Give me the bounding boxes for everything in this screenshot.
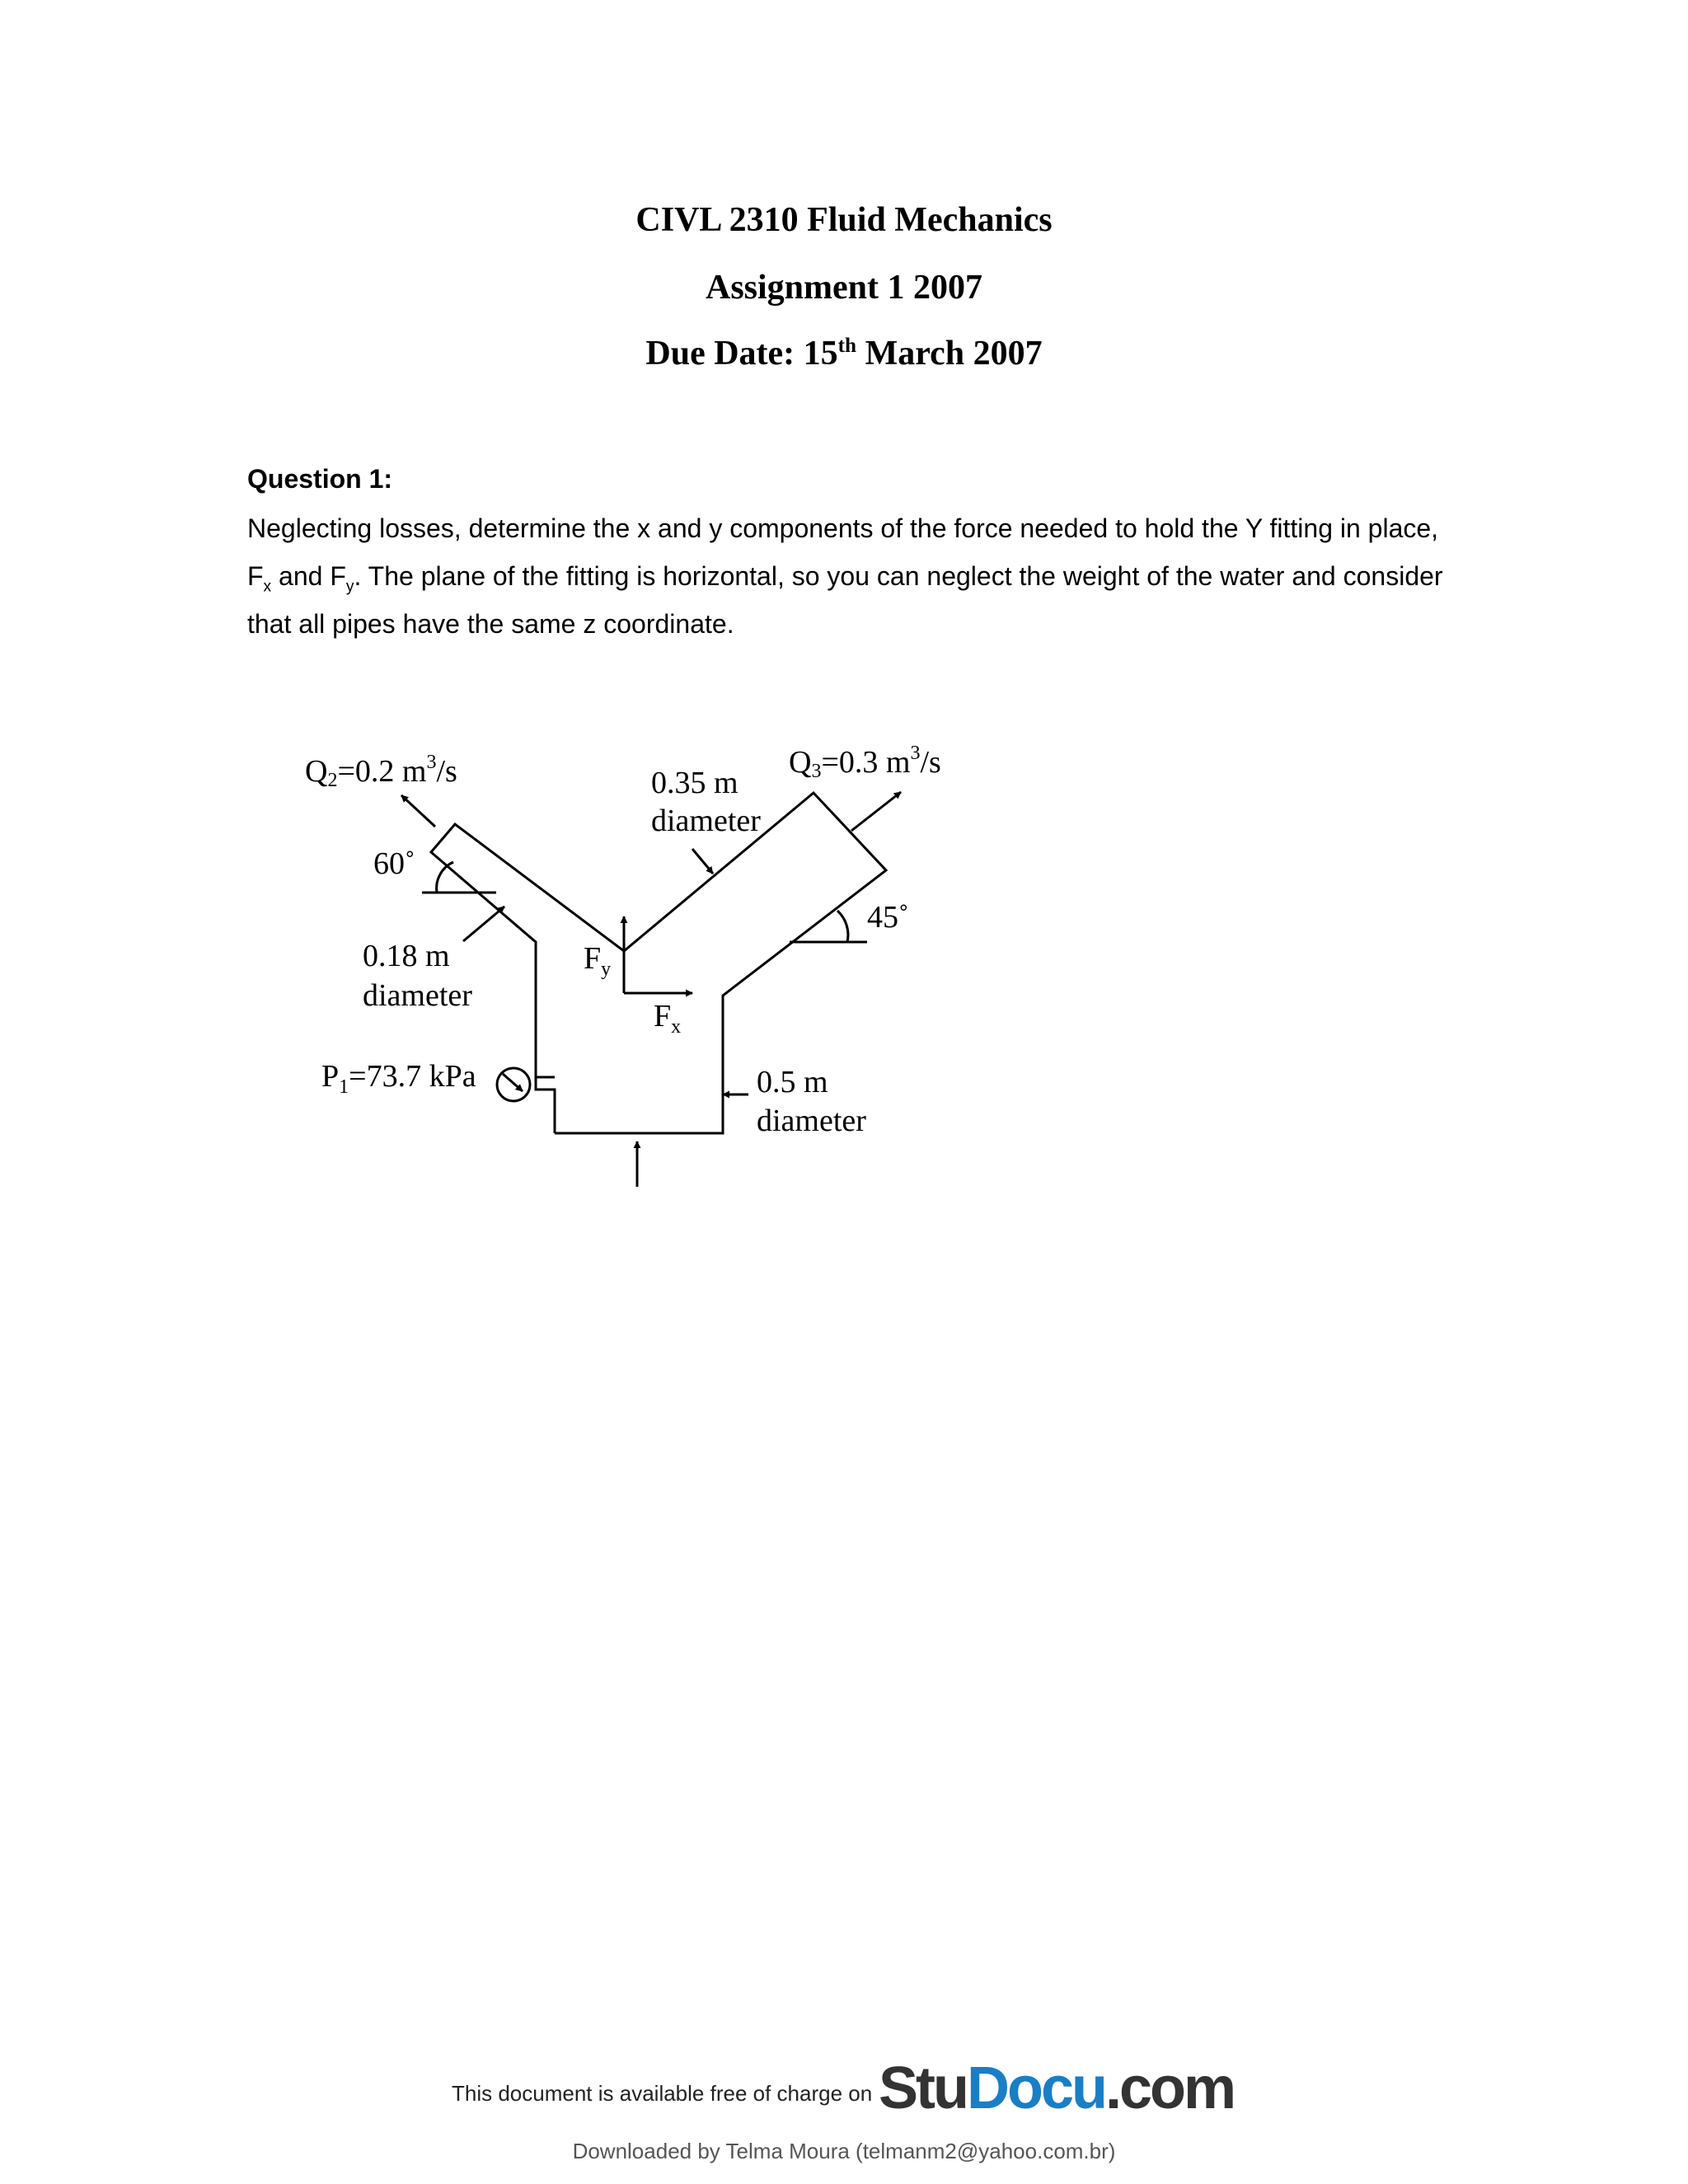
question-text-1: Neglecting losses, determine the x and y components of the force needed to hold the Y fitting in place, F	[247, 513, 1439, 591]
assignment-title: Assignment 1 2007	[705, 269, 983, 307]
question-text-2: and F	[271, 561, 346, 591]
logo-part-1: Stu	[879, 2055, 967, 2121]
d018-pointer-arrow	[463, 907, 504, 941]
due-date-suffix: March 2007	[856, 335, 1043, 373]
q2-flow-arrow	[401, 795, 435, 827]
fy-label: $F_y$	[584, 941, 612, 980]
d05-label-line2: diameter	[757, 1104, 866, 1138]
logo-part-3: .com	[1104, 2055, 1235, 2121]
question-sub-x: x	[263, 578, 272, 596]
d018-label-line1: 0.18 m	[363, 939, 450, 973]
question-heading: Question 1:	[247, 464, 393, 494]
logo-part-2: Docu	[966, 2055, 1105, 2121]
due-date-ordinal: th	[837, 335, 857, 357]
question-sub-y: y	[345, 578, 354, 596]
q2-flow-label: Q2=0.2 $m^3/s$	[305, 752, 457, 791]
d05-label-line1: 0.5 m	[757, 1065, 828, 1099]
question-text-3: . The plane of the fitting is horizontal, so you can neglect the weight of the water and consider that all pipes have the same z coordinate.	[247, 561, 1443, 639]
angle-45-label: 45˚	[867, 900, 909, 935]
downloaded-by-text: Downloaded by Telma Moura (telmanm2@yahoo.com.br)	[572, 2139, 1116, 2163]
studocu-logo[interactable]	[879, 2055, 1235, 2121]
d018-label-line2: diameter	[363, 978, 472, 1013]
p1-label: $P_1=73.7$ kPa	[321, 1059, 476, 1098]
due-date-prefix: Due Date: 15	[645, 335, 838, 373]
q3-flow-arrow	[851, 792, 901, 831]
q3-flow-label: Q3=0.3 $m^3/s$	[789, 743, 941, 782]
d035-label-line2: diameter	[651, 804, 761, 838]
d035-label-line1: 0.35 m	[651, 766, 738, 800]
pressure-gauge	[497, 1068, 555, 1101]
fx-label: $F_x$	[654, 999, 682, 1038]
angle-60-label: 60˚	[373, 846, 415, 881]
course-title: CIVL 2310 Fluid Mechanics	[635, 201, 1053, 239]
d035-pointer-arrow	[692, 849, 713, 874]
footer-availability-text: This document is available free of charge on	[452, 2081, 873, 2106]
